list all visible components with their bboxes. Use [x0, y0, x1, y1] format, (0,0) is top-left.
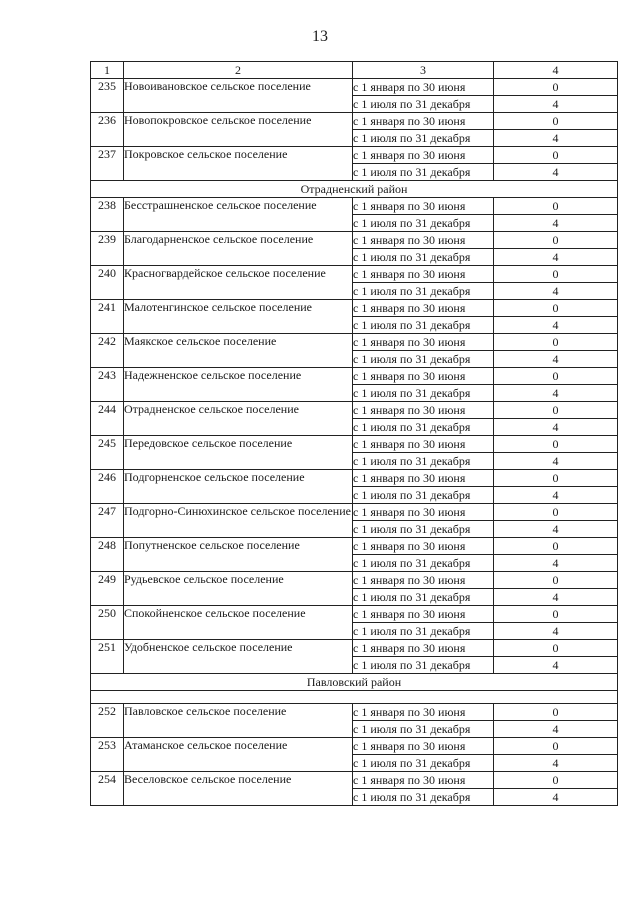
- period-value: 0: [494, 640, 618, 657]
- period-label: с 1 июля по 31 декабря: [353, 453, 494, 470]
- table-body: [91, 62, 618, 806]
- row-number: 252: [91, 704, 124, 738]
- period-label: с 1 января по 30 июня: [353, 704, 494, 721]
- row-number: 244: [91, 402, 124, 436]
- table-row: [91, 538, 618, 555]
- period-label: с 1 июля по 31 декабря: [353, 317, 494, 334]
- period-label: с 1 июля по 31 декабря: [353, 385, 494, 402]
- table-row: [91, 738, 618, 755]
- settlement-name: Удобненское сельское поселение: [124, 640, 353, 674]
- table-row: [91, 79, 618, 96]
- period-value: 0: [494, 704, 618, 721]
- period-value: 4: [494, 164, 618, 181]
- period-label: с 1 июля по 31 декабря: [353, 789, 494, 806]
- row-number: 248: [91, 538, 124, 572]
- settlement-name: Рудьевское сельское поселение: [124, 572, 353, 606]
- period-label: с 1 июля по 31 декабря: [353, 487, 494, 504]
- period-label: с 1 января по 30 июня: [353, 606, 494, 623]
- settlement-name: Отрадненское сельское поселение: [124, 402, 353, 436]
- row-number: 240: [91, 266, 124, 300]
- table-row: [91, 266, 618, 283]
- period-value: 0: [494, 538, 618, 555]
- row-number: 251: [91, 640, 124, 674]
- period-value: 0: [494, 470, 618, 487]
- row-number: 243: [91, 368, 124, 402]
- table-row: [91, 640, 618, 657]
- period-label: с 1 января по 30 июня: [353, 572, 494, 589]
- period-label: с 1 января по 30 июня: [353, 147, 494, 164]
- row-number: 247: [91, 504, 124, 538]
- period-value: 4: [494, 130, 618, 147]
- settlement-name: Новопокровское сельское поселение: [124, 113, 353, 147]
- period-value: 0: [494, 436, 618, 453]
- period-label: с 1 января по 30 июня: [353, 113, 494, 130]
- row-number: 246: [91, 470, 124, 504]
- page-number: 13: [312, 28, 328, 45]
- table-row: [91, 232, 618, 249]
- period-label: с 1 января по 30 июня: [353, 368, 494, 385]
- row-number: 237: [91, 147, 124, 181]
- table-row: [91, 113, 618, 130]
- period-label: с 1 января по 30 июня: [353, 402, 494, 419]
- settlement-name: Подгорно-Синюхинское сельское поселение: [124, 504, 353, 538]
- row-number: 250: [91, 606, 124, 640]
- district-title: Отрадненский район: [91, 181, 618, 198]
- period-label: с 1 июля по 31 декабря: [353, 215, 494, 232]
- row-number: 235: [91, 79, 124, 113]
- period-label: с 1 июля по 31 декабря: [353, 96, 494, 113]
- table-row: [91, 402, 618, 419]
- period-value: 4: [494, 589, 618, 606]
- district-title: Павловский район: [91, 674, 618, 691]
- row-number: 249: [91, 572, 124, 606]
- settlement-name: Подгорненское сельское поселение: [124, 470, 353, 504]
- period-label: с 1 января по 30 июня: [353, 504, 494, 521]
- period-label: с 1 января по 30 июня: [353, 232, 494, 249]
- period-label: с 1 января по 30 июня: [353, 470, 494, 487]
- table-row: [91, 334, 618, 351]
- period-value: 4: [494, 453, 618, 470]
- table-row: [91, 772, 618, 789]
- period-value: 4: [494, 96, 618, 113]
- period-label: с 1 июля по 31 декабря: [353, 555, 494, 572]
- period-label: с 1 января по 30 июня: [353, 79, 494, 96]
- period-label: с 1 января по 30 июня: [353, 198, 494, 215]
- settlement-name: Покровское сельское поселение: [124, 147, 353, 181]
- period-value: 4: [494, 623, 618, 640]
- column-header: 1: [91, 62, 124, 79]
- row-number: 245: [91, 436, 124, 470]
- period-value: 0: [494, 334, 618, 351]
- settlement-name: Малотенгинское сельское поселение: [124, 300, 353, 334]
- settlement-name: Попутненское сельское поселение: [124, 538, 353, 572]
- row-number: 242: [91, 334, 124, 368]
- period-value: 0: [494, 368, 618, 385]
- table-row: [91, 300, 618, 317]
- period-label: с 1 января по 30 июня: [353, 300, 494, 317]
- period-label: с 1 января по 30 июня: [353, 538, 494, 555]
- settlements-table: [90, 61, 618, 806]
- table-row: [91, 606, 618, 623]
- district-row: [91, 181, 618, 198]
- settlement-name: Спокойненское сельское поселение: [124, 606, 353, 640]
- period-value: 4: [494, 385, 618, 402]
- table-header-row: [91, 62, 618, 79]
- table-row: [91, 436, 618, 453]
- period-value: 4: [494, 555, 618, 572]
- settlement-name: Бесстрашненское сельское поселение: [124, 198, 353, 232]
- column-header: 4: [494, 62, 618, 79]
- period-value: 4: [494, 721, 618, 738]
- table-row: [91, 704, 618, 721]
- period-value: 0: [494, 738, 618, 755]
- period-value: 4: [494, 521, 618, 538]
- period-label: с 1 июля по 31 декабря: [353, 130, 494, 147]
- period-label: с 1 июля по 31 декабря: [353, 657, 494, 674]
- settlement-name: Благодарненское сельское поселение: [124, 232, 353, 266]
- settlement-name: Атаманское сельское поселение: [124, 738, 353, 772]
- spacer-row: [91, 691, 618, 704]
- row-number: 254: [91, 772, 124, 806]
- settlement-name: Маякское сельское поселение: [124, 334, 353, 368]
- period-value: 0: [494, 147, 618, 164]
- table-row: [91, 470, 618, 487]
- period-value: 0: [494, 504, 618, 521]
- period-label: с 1 июля по 31 декабря: [353, 623, 494, 640]
- district-row: [91, 674, 618, 691]
- table-row: [91, 198, 618, 215]
- period-label: с 1 января по 30 июня: [353, 738, 494, 755]
- settlement-name: Веселовское сельское поселение: [124, 772, 353, 806]
- period-value: 4: [494, 317, 618, 334]
- row-number: 241: [91, 300, 124, 334]
- period-value: 0: [494, 113, 618, 130]
- period-label: с 1 июля по 31 декабря: [353, 351, 494, 368]
- period-value: 0: [494, 572, 618, 589]
- period-value: 0: [494, 606, 618, 623]
- table-row: [91, 504, 618, 521]
- period-label: с 1 июля по 31 декабря: [353, 755, 494, 772]
- period-value: 0: [494, 232, 618, 249]
- column-header: 2: [124, 62, 353, 79]
- period-value: 4: [494, 351, 618, 368]
- period-value: 4: [494, 215, 618, 232]
- period-value: 0: [494, 402, 618, 419]
- period-value: 4: [494, 755, 618, 772]
- period-label: с 1 июля по 31 декабря: [353, 249, 494, 266]
- table-row: [91, 368, 618, 385]
- spacer-cell: [91, 691, 618, 704]
- settlement-name: Передовское сельское поселение: [124, 436, 353, 470]
- settlement-name: Новоивановское сельское поселение: [124, 79, 353, 113]
- period-label: с 1 июля по 31 декабря: [353, 721, 494, 738]
- period-value: 0: [494, 198, 618, 215]
- period-value: 0: [494, 300, 618, 317]
- period-value: 0: [494, 266, 618, 283]
- period-label: с 1 июля по 31 декабря: [353, 419, 494, 436]
- period-value: 4: [494, 283, 618, 300]
- settlement-name: Красногвардейское сельское поселение: [124, 266, 353, 300]
- settlement-name: Павловское сельское поселение: [124, 704, 353, 738]
- period-value: 4: [494, 487, 618, 504]
- period-label: с 1 января по 30 июня: [353, 772, 494, 789]
- period-label: с 1 июля по 31 декабря: [353, 521, 494, 538]
- period-value: 4: [494, 789, 618, 806]
- column-header: 3: [353, 62, 494, 79]
- row-number: 236: [91, 113, 124, 147]
- period-label: с 1 июля по 31 декабря: [353, 283, 494, 300]
- table-row: [91, 572, 618, 589]
- period-label: с 1 января по 30 июня: [353, 640, 494, 657]
- row-number: 253: [91, 738, 124, 772]
- period-label: с 1 января по 30 июня: [353, 266, 494, 283]
- table-row: [91, 147, 618, 164]
- row-number: 239: [91, 232, 124, 266]
- row-number: 238: [91, 198, 124, 232]
- period-value: 0: [494, 79, 618, 96]
- period-label: с 1 июля по 31 декабря: [353, 164, 494, 181]
- period-label: с 1 января по 30 июня: [353, 334, 494, 351]
- settlement-name: Надежненское сельское поселение: [124, 368, 353, 402]
- period-label: с 1 января по 30 июня: [353, 436, 494, 453]
- period-value: 0: [494, 772, 618, 789]
- period-value: 4: [494, 657, 618, 674]
- period-label: с 1 июля по 31 декабря: [353, 589, 494, 606]
- period-value: 4: [494, 249, 618, 266]
- period-value: 4: [494, 419, 618, 436]
